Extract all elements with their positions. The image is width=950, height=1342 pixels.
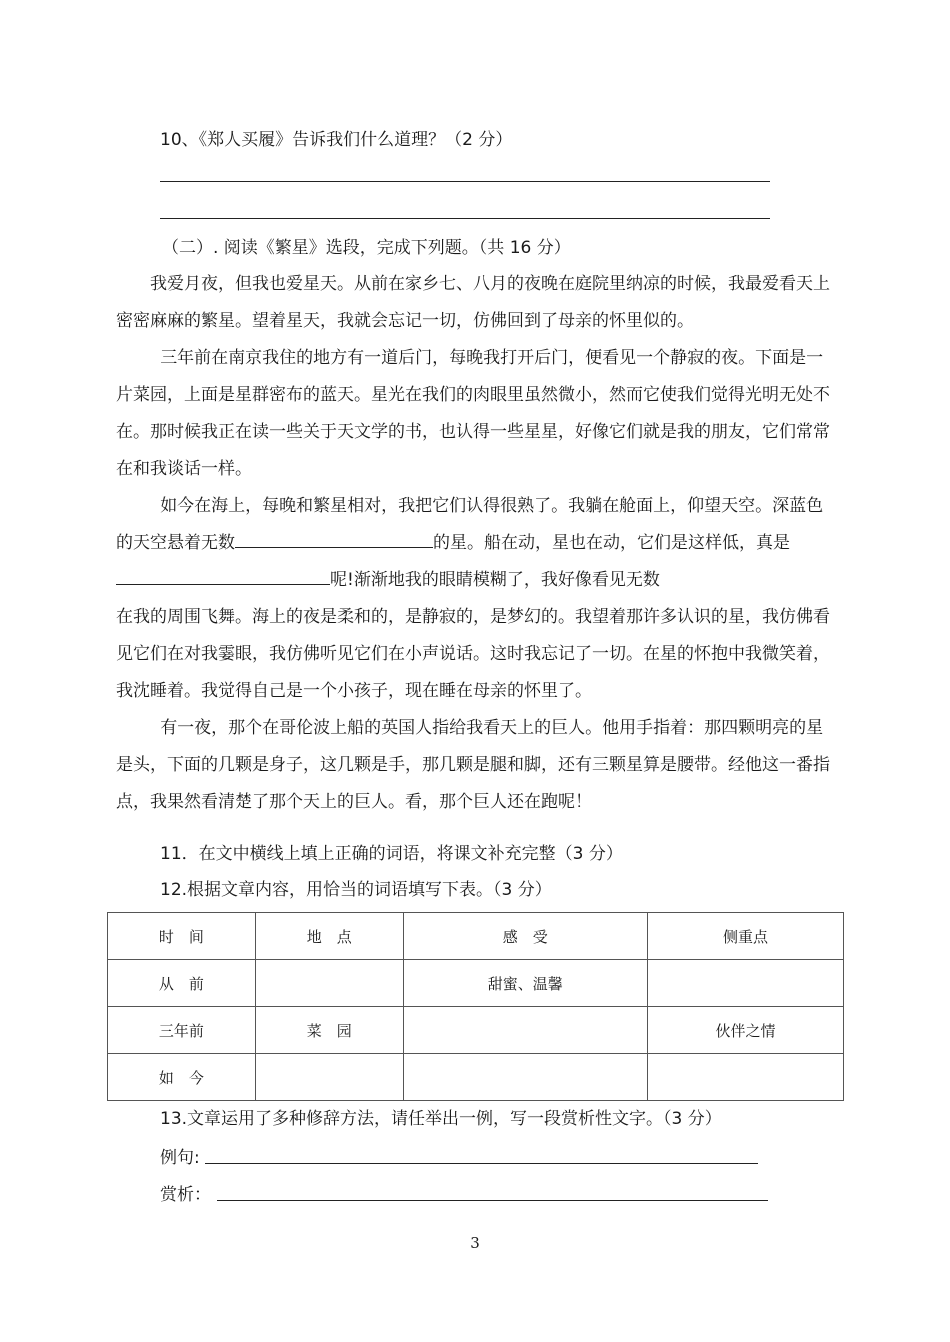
example-label: 例句: [160, 1148, 200, 1168]
paragraph-3-part-d: 在我的周围飞舞。海上的夜是柔和的，是静寂的，是梦幻的。我望着那许多认识的星，我仿佛看见它们在对我霎眼，我仿佛听见它们在小声说话。这时我忘记了一切。在星的怀抱中我微笑着，我沈睡着。我觉得自己是一个小孩子，现在睡在母亲的怀里了。 [116, 607, 830, 701]
table-header-cell: 地 点 [255, 913, 403, 960]
question-10: 10、《郑人买履》告诉我们什么道理？（2 分） [160, 130, 513, 150]
paragraph-3 [116, 488, 836, 710]
table-cell[interactable] [255, 1054, 403, 1101]
table-header-row [108, 913, 844, 960]
answer-line-10b [160, 218, 770, 219]
table-cell[interactable] [403, 1054, 647, 1101]
table-cell: 伙伴之情 [647, 1007, 843, 1054]
table-cell[interactable] [403, 1007, 647, 1054]
page-number: 3 [470, 1234, 480, 1252]
paragraph-4: 有一夜，那个在哥伦波上船的英国人指给我看天上的巨人。他用手指着：那四颗明亮的星是头，下面的几颗是身子，这几颗是手，那几颗是腿和脚，还有三颗星算是腰带。经他这一番指点，我果然看清楚了那个天上的巨人。看，那个巨人还在跑呢！ [116, 718, 830, 812]
fill-blank-2[interactable] [116, 566, 330, 585]
table-header-cell: 侧重点 [647, 913, 843, 960]
analysis-label: 赏析： [160, 1185, 211, 1205]
table-row [108, 1007, 844, 1054]
table-cell: 甜蜜、温馨 [403, 960, 647, 1007]
question-11: 11．在文中横线上填上正确的词语，将课文补充完整（3 分） [160, 844, 623, 864]
paragraph-3-part-b: 的星。船在动，星也在动，它们是这样低，真是 [433, 533, 790, 553]
paragraph-3-part-a: 如今在海上，每晚和繁星相对，我把它们认得很熟了。我躺在舱面上，仰望天空。深蓝色的天空悬着无数 [116, 496, 824, 553]
table-row [108, 1054, 844, 1101]
table-row [108, 960, 844, 1007]
table-cell[interactable] [647, 960, 843, 1007]
table-cell: 菜 园 [255, 1007, 403, 1054]
table-cell: 从 前 [108, 960, 256, 1007]
table-header-cell: 感 受 [403, 913, 647, 960]
table-cell: 三年前 [108, 1007, 256, 1054]
answer-line-10a [160, 181, 770, 182]
passage [116, 266, 836, 821]
table-cell[interactable] [647, 1054, 843, 1101]
example-answer-line[interactable] [205, 1163, 758, 1164]
paragraph-3-part-c: 呢!渐渐地我的眼睛模糊了，我好像看见无数 [330, 570, 660, 590]
table-cell: 如 今 [108, 1054, 256, 1101]
paragraph-1: 我爱月夜，但我也爱星天。从前在家乡七、八月的夜晚在庭院里纳凉的时候，我最爱看天上密密麻麻的繁星。望着星天，我就会忘记一切，仿佛回到了母亲的怀里似的。 [116, 274, 830, 331]
answer-table [107, 912, 844, 1101]
question-13: 13.文章运用了多种修辞方法，请任举出一例，写一段赏析性文字。（3 分） [160, 1109, 722, 1129]
question-12: 12.根据文章内容，用恰当的词语填写下表。（3 分） [160, 880, 552, 900]
table-header-cell: 时 间 [108, 913, 256, 960]
section-heading: （二）. 阅读《繁星》选段，完成下列题。（共 16 分） [162, 238, 571, 258]
table-cell[interactable] [255, 960, 403, 1007]
paragraph-2: 三年前在南京我住的地方有一道后门，每晚我打开后门，便看见一个静寂的夜。下面是一片菜园，上面是星群密布的蓝天。星光在我们的肉眼里虽然微小，然而它使我们觉得光明无处不在。那时候我正在读一些关于天文学的书，也认得一些星星，好像它们就是我的朋友，它们常常在和我谈话一样。 [116, 348, 830, 479]
fill-blank-1[interactable] [235, 529, 433, 548]
analysis-answer-line[interactable] [217, 1200, 768, 1201]
